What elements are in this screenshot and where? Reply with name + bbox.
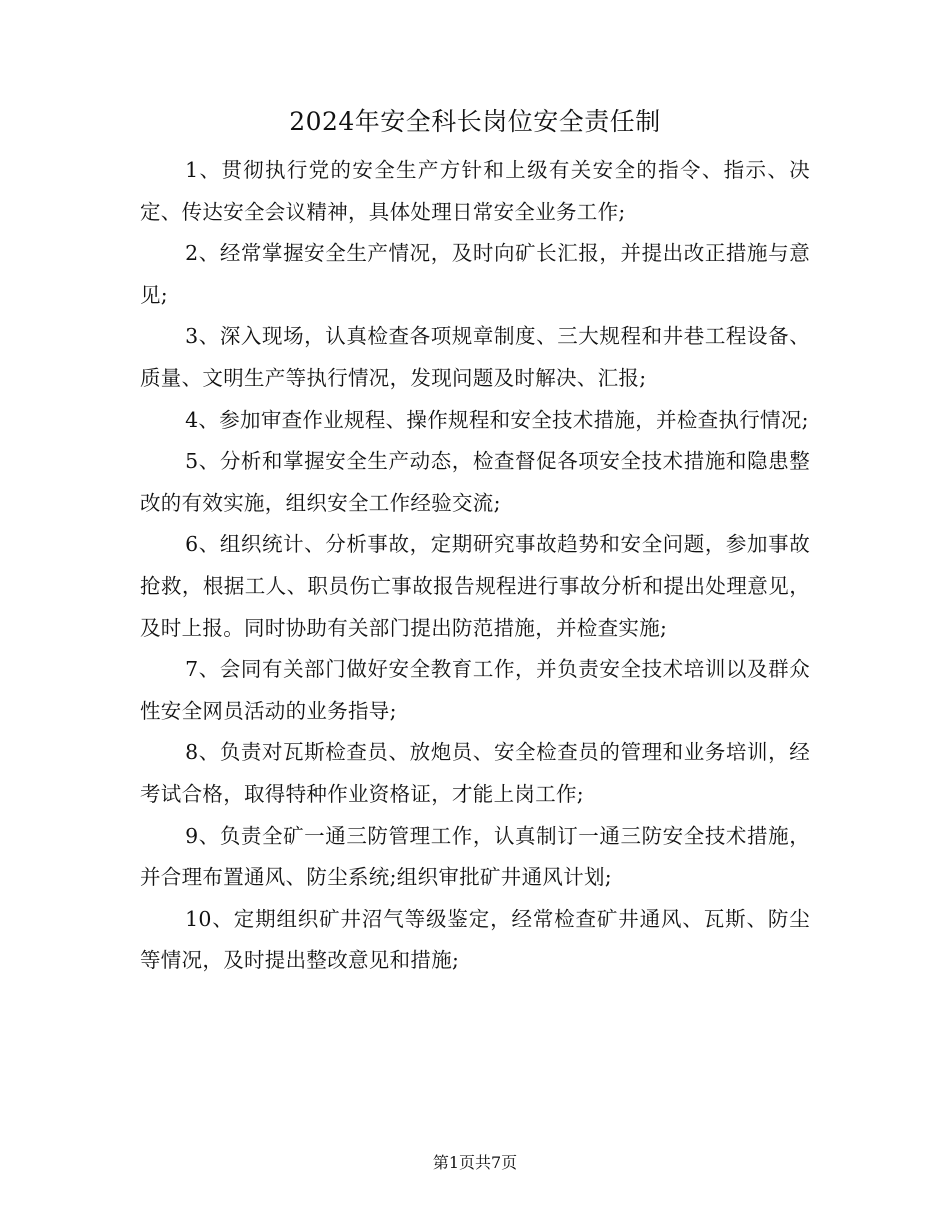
paragraph-10: 10、定期组织矿井沼气等级鉴定，经常检查矿井通风、瓦斯、防尘等情况，及时提出整改意见和措施; (140, 906, 810, 973)
paragraph-3: 3、深入现场，认真检查各项规章制度、三大规程和井巷工程设备、质量、文明生产等执行情况，发现问题及时解决、汇报; (140, 324, 810, 390)
document-body (140, 150, 810, 982)
paragraph-2: 2、经常掌握安全生产情况，及时向矿长汇报，并提出改正措施与意见; (140, 241, 810, 307)
paragraph-7: 7、会同有关部门做好安全教育工作，并负责安全技术培训以及群众性安全网员活动的业务指导; (140, 657, 810, 723)
page-number-footer: 第1页共7页 (432, 1153, 518, 1172)
paragraph-9: 9、负责全矿一通三防管理工作，认真制订一通三防安全技术措施，并合理布置通风、防尘系统;组织审批矿井通风计划; (140, 823, 810, 890)
paragraph-5: 5、分析和掌握安全生产动态，检查督促各项安全技术措施和隐患整改的有效实施，组织安全工作经验交流; (140, 449, 810, 515)
document-title: 2024年安全科长岗位安全责任制 (289, 107, 661, 136)
paragraph-8: 8、负责对瓦斯检查员、放炮员、安全检查员的管理和业务培训，经考试合格，取得特种作业资格证，才能上岗工作; (140, 740, 810, 806)
paragraph-4: 4、参加审查作业规程、操作规程和安全技术措施，并检查执行情况; (185, 407, 809, 432)
paragraph-6: 6、组织统计、分析事故，定期研究事故趋势和安全问题，参加事故抢救，根据工人、职员伤亡事故报告规程进行事故分析和提出处理意见，及时上报。同时协助有关部门提出防范措施，并检查实施; (140, 532, 810, 640)
paragraph-1: 1、贯彻执行党的安全生产方针和上级有关安全的指令、指示、决定、传达安全会议精神，具体处理日常安全业务工作; (140, 158, 810, 224)
